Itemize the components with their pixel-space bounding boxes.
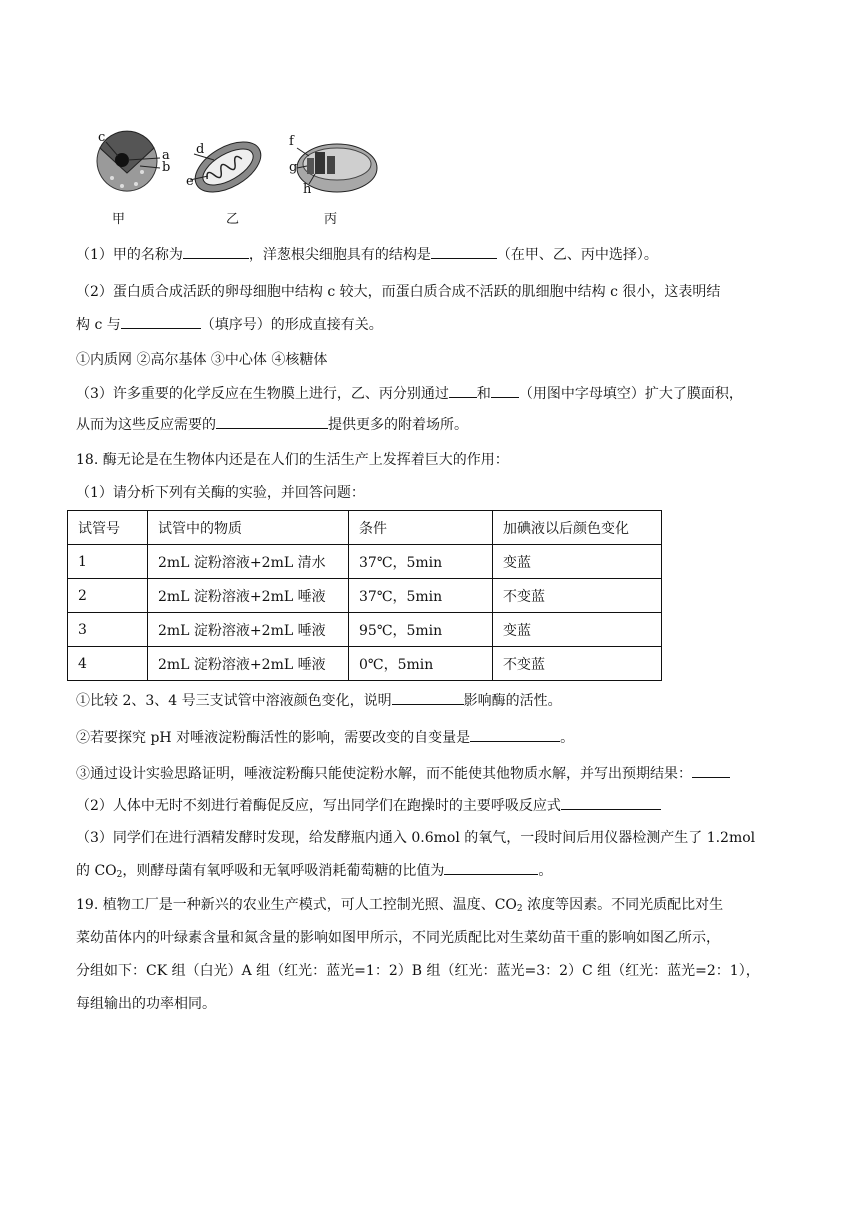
q19-l1-text-a: 19. 植物工厂是一种新兴的农业生产模式，可人工控制光照、温度、CO	[76, 897, 517, 913]
experiment-table	[67, 510, 662, 681]
q17-options: ①内质网 ②高尔基体 ③中心体 ④核糖体	[76, 352, 328, 368]
table-row	[68, 579, 662, 613]
table-cell: 不变蓝	[493, 647, 662, 681]
answer-blank-temperature[interactable]	[392, 690, 464, 705]
q18-sub2	[76, 727, 574, 748]
answer-blank-design[interactable]	[692, 763, 730, 778]
fig-label-yi: 乙	[226, 212, 240, 227]
q18-p3-text-b: ，则酵母菌有氧呼吸和无氧呼吸消耗葡萄糖的比值为	[122, 863, 445, 879]
table-cell: 2mL 淀粉溶液+2mL 唾液	[148, 647, 349, 681]
table-header-row	[68, 511, 662, 545]
q18-s1-text-a: ①比较 2、3、4 号三支试管中溶液颜色变化，说明	[76, 693, 392, 709]
fig-label-bing: 丙	[324, 212, 338, 227]
table-cell: 不变蓝	[493, 579, 662, 613]
q17-part3-line2	[76, 414, 468, 435]
q18-title: 18. 酶无论是在生物体内还是在人们的生活生产上发挥着巨大的作用：	[76, 452, 509, 468]
fig1-letter-b: b	[162, 160, 171, 175]
q17-p3-text-b: 和	[476, 386, 491, 402]
fig3-letter-h: h	[303, 182, 312, 197]
table-header: 条件	[349, 511, 493, 545]
fig2-letter-d: d	[196, 142, 205, 157]
answer-blank-bing[interactable]	[491, 383, 519, 398]
figure-nucleus	[92, 128, 172, 206]
co2-subscript-q19: 2	[516, 904, 523, 914]
q18-sub3	[76, 763, 730, 784]
q17-part3-line1	[76, 383, 743, 404]
q17-part1	[76, 244, 658, 265]
q19-l1-text-b: 浓度等因素。不同光质配比对生	[522, 897, 724, 913]
answer-blank-equation[interactable]	[561, 795, 661, 810]
table-cell: 2mL 淀粉溶液+2mL 唾液	[148, 613, 349, 647]
q18-part3-line2	[76, 860, 552, 885]
table-cell: 变蓝	[493, 613, 662, 647]
q19-line1	[76, 895, 723, 919]
fig-label-jia: 甲	[112, 212, 126, 227]
answer-blank-variable[interactable]	[470, 727, 560, 742]
table-cell: 2	[68, 579, 148, 613]
q18-s2-text-b: 。	[560, 730, 575, 746]
q18-sub1	[76, 690, 562, 711]
table-header: 加碘液以后颜色变化	[493, 511, 662, 545]
q17-part2-line1: （2）蛋白质合成活跃的卵母细胞中结构 c 较大，而蛋白质合成不活跃的肌细胞中结构 c 很小，这表明结	[76, 284, 721, 300]
q18-part3-line1: （3）同学们在进行酒精发酵时发现，给发酵瓶内通入 0.6mol 的氧气，一段时间后用仪器检测产生了 1.2mol	[76, 830, 756, 846]
fig2-letter-e: e	[186, 174, 194, 189]
answer-blank-enzymes[interactable]	[216, 414, 328, 429]
fig3-letter-g: g	[289, 160, 298, 175]
table-cell: 0℃，5min	[349, 647, 493, 681]
answer-blank-c-relation[interactable]	[121, 314, 201, 329]
q19-line4: 每组输出的功率相同。	[76, 996, 216, 1012]
q19-line2: 菜幼苗体内的叶绿素含量和氮含量的影响如图甲所示，不同光质配比对生菜幼苗干重的影响如图乙所示，	[76, 930, 720, 946]
q18-s2-text-a: ②若要探究 pH 对唾液淀粉酶活性的影响，需要改变的自变量是	[76, 730, 471, 746]
table-cell: 变蓝	[493, 545, 662, 579]
q17-p3-text-a: （3）许多重要的化学反应在生物膜上进行，乙、丙分别通过	[76, 386, 449, 402]
table-row	[68, 545, 662, 579]
q18-part2	[76, 795, 661, 816]
answer-blank-ratio[interactable]	[444, 860, 538, 875]
q17-p3-text-c: （用图中字母填空）扩大了膜面积，	[518, 386, 743, 402]
q17-p1-text-a: （1）甲的名称为	[76, 247, 183, 263]
co2-subscript: 2	[116, 870, 123, 880]
q17-part2-line2	[76, 314, 383, 335]
table-row	[68, 647, 662, 681]
table-cell: 2mL 淀粉溶液+2mL 唾液	[148, 579, 349, 613]
q18-s3-text: ③通过设计实验思路证明，唾液淀粉酶只能使淀粉水解，而不能使其他物质水解，并写出预期结果：	[76, 766, 692, 782]
figure-chloroplast	[289, 134, 381, 200]
table-cell: 37℃，5min	[349, 545, 493, 579]
table-cell: 1	[68, 545, 148, 579]
table-cell: 95℃，5min	[349, 613, 493, 647]
q18-p3-text-c: 。	[538, 863, 553, 879]
q18-s1-text-b: 影响酶的活性。	[463, 693, 562, 709]
table-cell: 4	[68, 647, 148, 681]
q18-part1: （1）请分析下列有关酶的实验，并回答问题：	[76, 485, 365, 501]
fig1-letter-a: a	[162, 148, 170, 163]
answer-blank-yi[interactable]	[449, 383, 477, 398]
q19-line3: 分组如下：CK 组（白光）A 组（红光：蓝光=1：2）B 组（红光：蓝光=3：2）C 组（红光：蓝光=2：1），	[76, 963, 760, 979]
answer-blank-name[interactable]	[183, 244, 249, 259]
table-cell: 37℃，5min	[349, 579, 493, 613]
table-header: 试管中的物质	[148, 511, 349, 545]
q17-p1-text-c: （在甲、乙、丙中选择）。	[496, 247, 658, 263]
table-cell: 2mL 淀粉溶液+2mL 清水	[148, 545, 349, 579]
table-row	[68, 613, 662, 647]
figure-mitochondrion	[184, 132, 272, 202]
fig1-letter-c: c	[98, 130, 106, 145]
table-header: 试管号	[68, 511, 148, 545]
q17-p1-text-b: ，洋葱根尖细胞具有的结构是	[248, 247, 431, 263]
answer-blank-structure[interactable]	[431, 244, 497, 259]
q18-p3-text-a: 的 CO	[76, 863, 117, 879]
cell-structure-figures	[84, 128, 384, 228]
q18-p2-text: （2）人体中无时不刻进行着酶促反应，写出同学们在跑操时的主要呼吸反应式	[76, 798, 561, 814]
table-cell: 3	[68, 613, 148, 647]
fig3-letter-f: f	[289, 134, 294, 149]
q17-p3b-text-b: 提供更多的附着场所。	[328, 417, 468, 433]
q17-p3b-text-a: 从而为这些反应需要的	[76, 417, 216, 433]
q17-p2-text-a: 构 c 与	[76, 317, 121, 333]
q17-p2-text-b: （填序号）的形成直接有关。	[200, 317, 383, 333]
